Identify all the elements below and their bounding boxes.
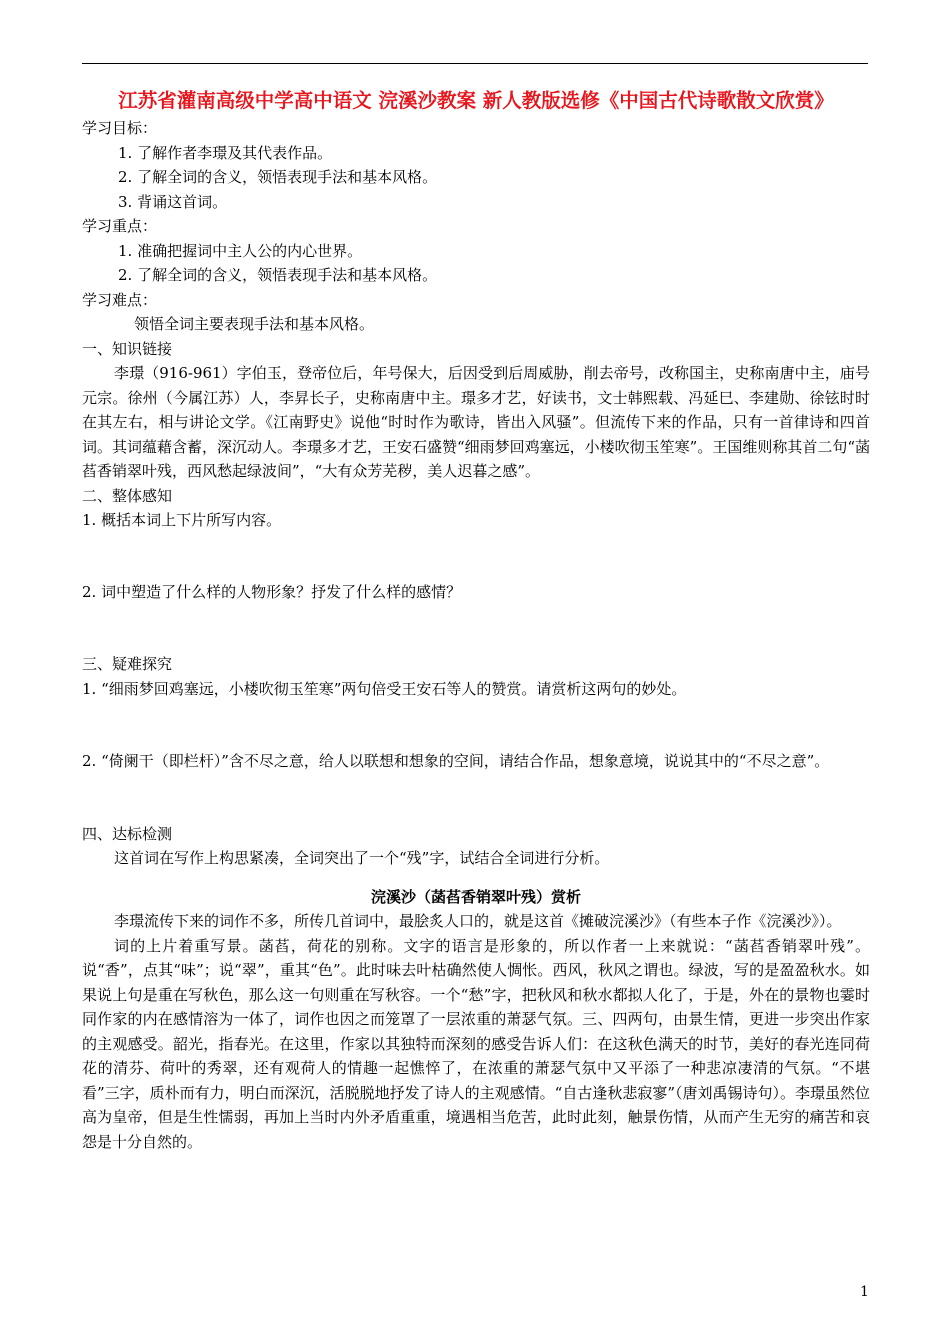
objective-item: 2. 了解全词的含义，领悟表现手法和基本风格。 [118, 168, 438, 186]
answer-space [82, 533, 870, 580]
section3-question-2: 2. “倚阑干（即栏杆）”含不尽之意，给人以联想和想象的空间，请结合作品，想象意境，说说其中的“不尽之意”。 [82, 752, 830, 770]
section4-text: 这首词在写作上构思紧凑，全词突出了一个“残”字，试结合全词进行分析。 [114, 849, 610, 867]
difficulty-text: 领悟全词主要表现手法和基本风格。 [134, 315, 375, 333]
section2-question-1: 1. 概括本词上下片所写内容。 [82, 511, 282, 529]
appreciation-title: 浣溪沙（菡萏香销翠叶残）赏析 [370, 887, 581, 906]
appreciation-paragraph-1: 李璟流传下来的词作不多，所传几首词中，最脍炙人口的，就是这首《摊破浣溪沙》（有些本子作《浣溪沙》）。 [114, 912, 842, 930]
section2-heading: 二、整体感知 [82, 486, 173, 505]
key-point-item: 2. 了解全词的含义，领悟表现手法和基本风格。 [118, 266, 438, 284]
objective-item: 1. 了解作者李璟及其代表作品。 [118, 143, 333, 162]
section3-heading: 三、疑难探究 [82, 655, 173, 673]
section1-paragraph: 李璟（916-961）字伯玉，登帝位后，年号保大，后因受到后周威胁，削去帝号，改称国主，史称南唐中主，庙号元宗。徐州（今属江苏）人，李昇长子，史称南唐中主。璟多才艺，好读书，文士韩熙载、冯延巳、李建勋、徐铉时时在其左右，相与讲论文学。《江南野史》说他“时时作为歌诗，皆出入风骚”。但流传下来的作品，只有一首律诗和四首词。其词蕴藉含蓄，深沉动人。李璟多才艺，王安石盛赞“细雨梦回鸡塞远，小楼吹彻玉笙寒”。王国维则称其首二句“菡萏香销翠叶残，西风愁起绿波间”，“大有众芳芜秽，美人迟暮之感”。 [82, 364, 871, 480]
page-number: 1 [860, 1284, 869, 1300]
objective-item: 3. 背诵这首词。 [118, 192, 228, 211]
section1-heading: 一、知识链接 [82, 339, 173, 358]
objectives-heading: 学习目标： [82, 119, 158, 137]
section3-question-1: 1. “细雨梦回鸡塞远，小楼吹彻玉笙寒”两句倍受王安石等人的赞赏。请赏析这两句的妙处。 [82, 679, 687, 698]
section4-heading: 四、达标检测 [82, 824, 173, 843]
key-point-item: 1. 准确把握词中主人公的内心世界。 [118, 241, 363, 260]
key-points-heading: 学习重点： [82, 217, 158, 235]
answer-space [82, 701, 870, 749]
document-body [82, 88, 870, 1154]
header-rule [82, 63, 868, 64]
answer-space [82, 604, 870, 652]
appreciation-paragraph-2: 词的上片着重写景。菡萏，荷花的别称。文字的语言是形象的，所以作者一上来就说：“菡萏香销翠叶残”。说“香”，点其“味”；说“翠”，重其“色”。此时味去叶枯确然使人惆怅。西风，秋风之谓也。绿波，写的是盈盈秋水。如果说上句是重在写秋色，那么这一句则重在写秋容。一个“愁”字，把秋风和秋水都拟人化了，于是，外在的景物也霎时同作家的内在感情溶为一体了，词作也因之而笼罩了一层浓重的萧瑟气氛。三、四两句，由景生情，更进一步突出作家的主观感受。韶光，指春光。在这里，作家以其独特而深刻的感受告诉人们：在这秋色满天的时节，美好的春光连同荷花的清芬、荷叶的秀翠，还有观荷人的情趣一起憔悴了，在浓重的萧瑟气氛中又平添了一种悲凉凄清的气氛。“不堪看”三字，质朴而有力，明白而深沉，活脱脱地抒发了诗人的主观感情。“自古逢秋悲寂寥”（唐刘禹锡诗句）。李璟虽然位高为皇帝，但是生性懦弱，再加上当时内外矛盾重重，境遇相当危苦，此时此刻，触景伤情，从而产生无穷的痛苦和哀怨是十分自然的。 [82, 936, 871, 1151]
answer-space [82, 774, 870, 822]
document-title: 江苏省灌南高级中学高中语文 浣溪沙教案 新人教版选修《中国古代诗歌散文欣赏》 [118, 89, 834, 112]
section2-question-2: 2. 词中塑造了什么样的人物形象？抒发了什么样的感情？ [82, 582, 462, 601]
difficulty-heading: 学习难点： [82, 290, 158, 309]
